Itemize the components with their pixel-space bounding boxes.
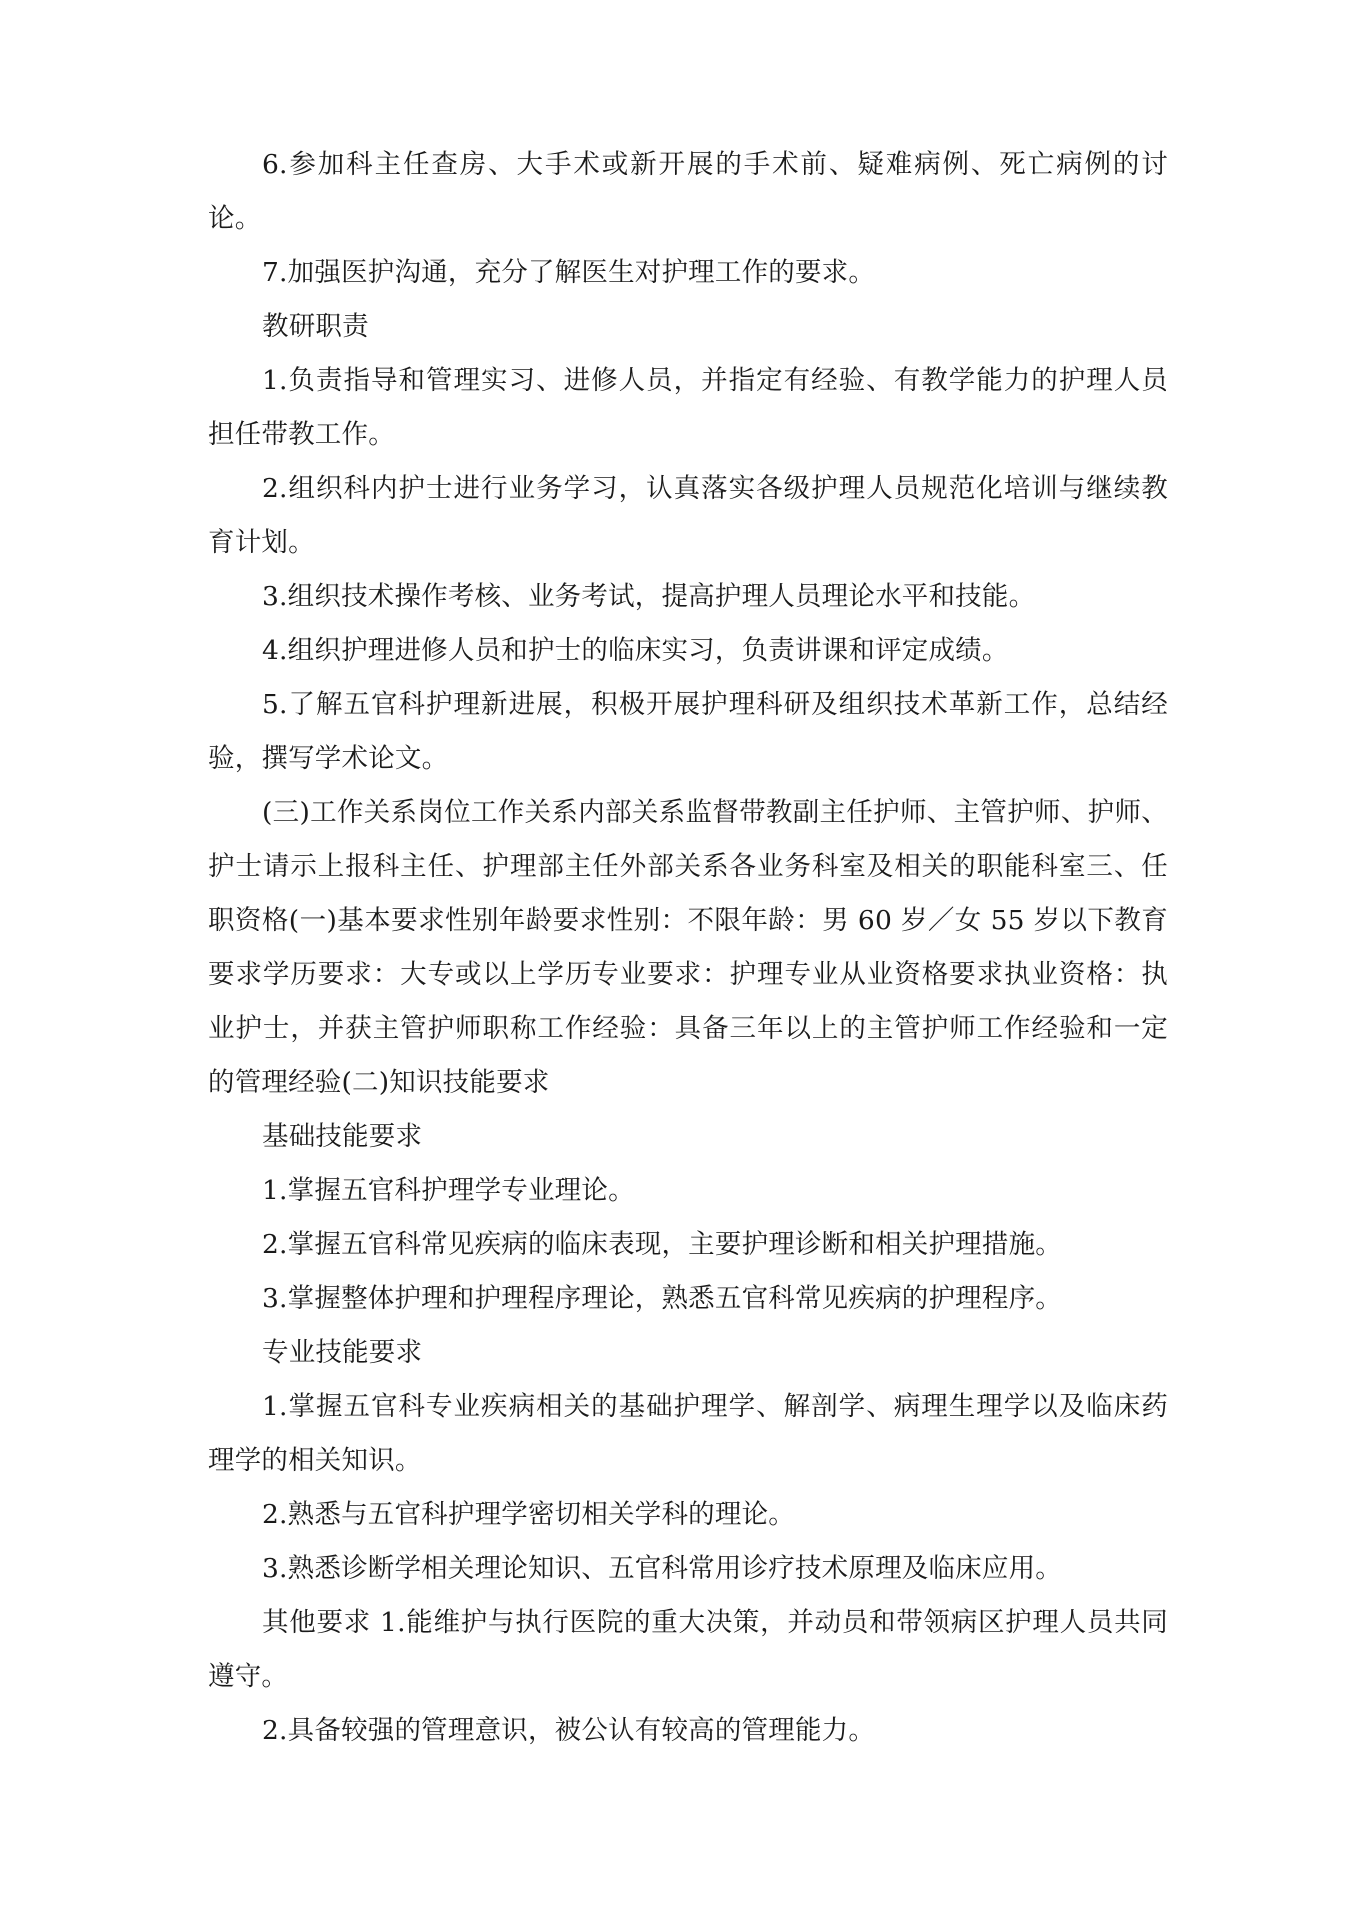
paragraph-item-6: 6.参加科主任查房、大手术或新开展的手术前、疑难病例、死亡病例的讨论。 — [208, 149, 1168, 234]
paragraph-professional-1: 1.掌握五官科专业疾病相关的基础护理学、解剖学、病理生理学以及临床药理学的相关知识。 — [208, 1391, 1168, 1476]
paragraph-professional-3: 3.熟悉诊断学相关理论知识、五官科常用诊疗技术原理及临床应用。 — [262, 1553, 1062, 1584]
section-heading-professional-skills: 专业技能要求 — [262, 1337, 423, 1368]
paragraph-basic-2: 2.掌握五官科常见疾病的临床表现，主要护理诊断和相关护理措施。 — [262, 1229, 1062, 1260]
paragraph-teaching-1: 1.负责指导和管理实习、进修人员，并指定有经验、有教学能力的护理人员担任带教工作。 — [208, 365, 1168, 450]
paragraph-professional-2: 2.熟悉与五官科护理学密切相关学科的理论。 — [262, 1499, 795, 1530]
document-body — [208, 138, 1168, 1758]
paragraph-other-1: 其他要求 1.能维护与执行医院的重大决策，并动员和带领病区护理人员共同遵守。 — [208, 1607, 1168, 1692]
paragraph-teaching-5: 5.了解五官科护理新进展，积极开展护理科研及组织技术革新工作，总结经验，撰写学术论文。 — [208, 689, 1168, 774]
section-heading-basic-skills: 基础技能要求 — [262, 1121, 423, 1152]
paragraph-teaching-2: 2.组织科内护士进行业务学习，认真落实各级护理人员规范化培训与继续教育计划。 — [208, 473, 1168, 558]
paragraph-work-relations: (三)工作关系岗位工作关系内部关系监督带教副主任护师、主管护师、护师、护士请示上报科主任、护理部主任外部关系各业务科室及相关的职能科室三、任职资格(一)基本要求性别年龄要求性别：不限年龄：男 60 岁／女 55 岁以下教育要求学历要求：大专或以上学历专业要求：护理专业从业资格要求执业资格：执业护士，并获主管护师职称工作经验：具备三年以上的主管护师工作经验和一定的管理经验(二)知识技能要求 — [208, 797, 1168, 1098]
paragraph-basic-3: 3.掌握整体护理和护理程序理论，熟悉五官科常见疾病的护理程序。 — [262, 1283, 1062, 1314]
paragraph-teaching-4: 4.组织护理进修人员和护士的临床实习，负责讲课和评定成绩。 — [262, 635, 1009, 666]
section-heading-teaching-research: 教研职责 — [262, 311, 369, 342]
paragraph-teaching-3: 3.组织技术操作考核、业务考试，提高护理人员理论水平和技能。 — [262, 581, 1036, 612]
paragraph-item-7: 7.加强医护沟通，充分了解医生对护理工作的要求。 — [262, 257, 876, 288]
paragraph-other-2: 2.具备较强的管理意识，被公认有较高的管理能力。 — [262, 1715, 876, 1746]
paragraph-basic-1: 1.掌握五官科护理学专业理论。 — [262, 1175, 635, 1206]
